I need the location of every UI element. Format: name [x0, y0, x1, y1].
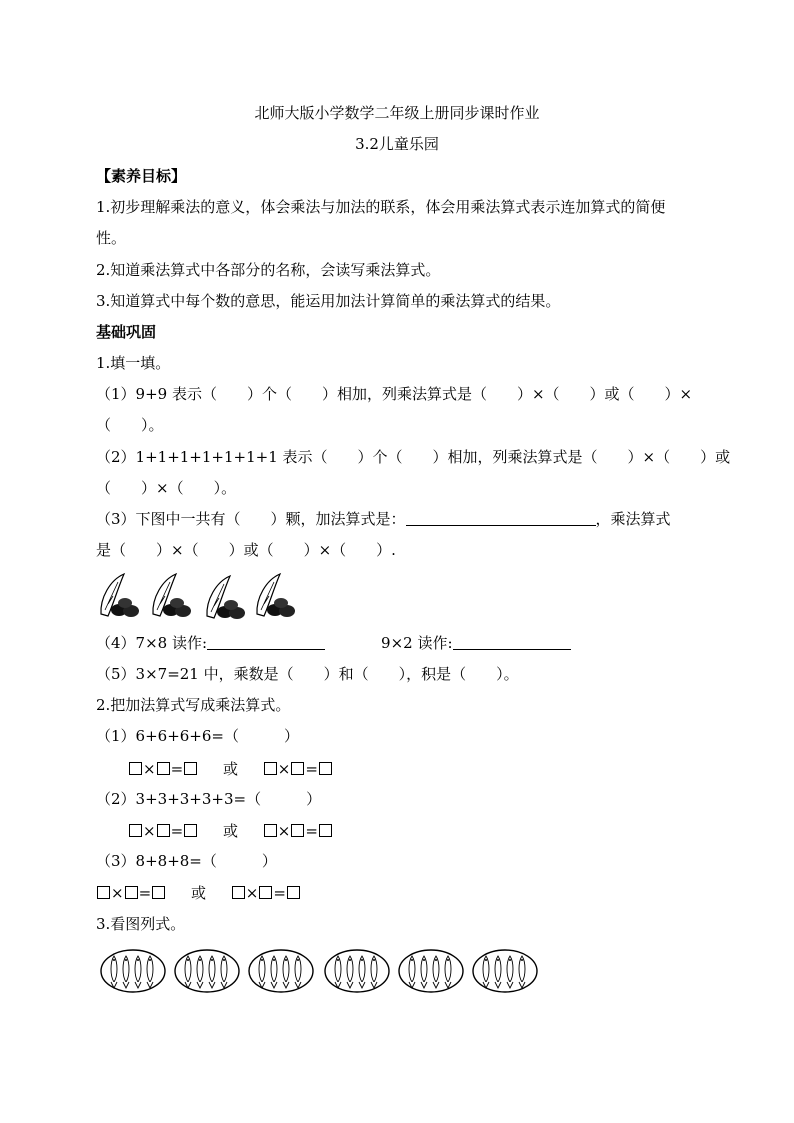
q1-part4-right: 9×2 读作: — [381, 634, 453, 652]
answer-box[interactable] — [184, 824, 197, 837]
q1-part3 — [96, 509, 671, 529]
q1-part1: （1）9+9 表示（ ）个（ ）相加，列乘法算式是（ ）×（ ）或（ ）× — [96, 385, 693, 403]
q1-part4 — [96, 633, 571, 653]
answer-box[interactable] — [157, 762, 170, 775]
fish-group-icon — [399, 950, 463, 992]
answer-line[interactable] — [406, 511, 596, 526]
answer-box[interactable] — [129, 762, 142, 775]
box-equation-row: × = 或 × = — [96, 883, 301, 903]
q1-part3-end: ，乘法算式 — [595, 510, 671, 528]
answer-box[interactable] — [259, 886, 272, 899]
q1-part5: （5）3×7=21 中，乘数是（ ）和（ ），积是（ ）。 — [96, 665, 519, 683]
answer-box[interactable] — [125, 886, 138, 899]
box-equation-row: × = 或 × = — [128, 821, 333, 841]
or-label: 或 — [190, 884, 206, 902]
answer-box[interactable] — [287, 886, 300, 899]
goal-1-cont: 性。 — [96, 229, 127, 247]
q3-title: 3.看图列式。 — [96, 915, 186, 933]
q2-part3: （3）8+8+8=（ ） — [96, 852, 277, 870]
answer-box[interactable] — [291, 762, 304, 775]
or-label: 或 — [222, 760, 238, 778]
answer-box[interactable] — [232, 886, 245, 899]
fish-group-icon — [249, 950, 313, 992]
q2-part1: （1）6+6+6+6=（ ） — [96, 727, 299, 745]
page-subtitle: 3.2儿童乐园 — [355, 135, 439, 153]
goal-3: 3.知道算式中每个数的意思，能运用加法计算简单的乘法算式的结果。 — [96, 292, 561, 310]
answer-box[interactable] — [264, 824, 277, 837]
answer-box[interactable] — [152, 886, 165, 899]
answer-line[interactable] — [453, 635, 571, 650]
answer-box[interactable] — [184, 762, 197, 775]
goal-1: 1.初步理解乘法的意义，体会乘法与加法的联系，体会用乘法算式表示连加算式的简便 — [96, 198, 666, 216]
fish-groups-figure — [100, 948, 544, 994]
q1-title: 1.填一填。 — [96, 354, 171, 372]
bean-pods-figure — [98, 570, 298, 620]
answer-box[interactable] — [157, 824, 170, 837]
page-title: 北师大版小学数学二年级上册同步课时作业 — [254, 104, 540, 122]
q1-part4-left: （4）7×8 读作: — [96, 634, 208, 652]
q1-part3-start: （3）下图中一共有（ ）颗，加法算式是： — [96, 510, 406, 528]
answer-line[interactable] — [207, 635, 325, 650]
bean-pod-icon — [153, 574, 191, 617]
answer-box[interactable] — [129, 824, 142, 837]
bean-pod-icon — [257, 574, 295, 617]
q1-part2: （2）1+1+1+1+1+1+1 表示（ ）个（ ）相加，列乘法算式是（ ）×（ ）或 — [96, 448, 731, 466]
box-equation-row: × = 或 × = — [128, 759, 333, 779]
q1-part3-cont: 是（ ）×（ ）或（ ）×（ ）. — [96, 541, 396, 559]
bean-pod-icon — [101, 574, 139, 617]
fish-group-icon — [473, 950, 537, 992]
q2-title: 2.把加法算式写成乘法算式。 — [96, 696, 291, 714]
goals-heading: 【素养目标】 — [96, 167, 187, 185]
answer-box[interactable] — [264, 762, 277, 775]
q1-part1-cont: （ ）。 — [96, 416, 164, 434]
goal-2: 2.知道乘法算式中各部分的名称，会读写乘法算式。 — [96, 261, 441, 279]
basics-heading: 基础巩固 — [96, 323, 157, 341]
fish-group-icon — [175, 950, 239, 992]
or-label: 或 — [222, 822, 238, 840]
q2-part2: （2）3+3+3+3+3=（ ） — [96, 790, 322, 808]
q1-part2-cont: （ ）×（ ）。 — [96, 479, 237, 497]
bean-pod-icon — [207, 576, 245, 619]
answer-box[interactable] — [291, 824, 304, 837]
fish-group-icon — [101, 950, 165, 992]
fish-group-icon — [325, 950, 389, 992]
answer-box[interactable] — [319, 824, 332, 837]
answer-box[interactable] — [97, 886, 110, 899]
answer-box[interactable] — [319, 762, 332, 775]
